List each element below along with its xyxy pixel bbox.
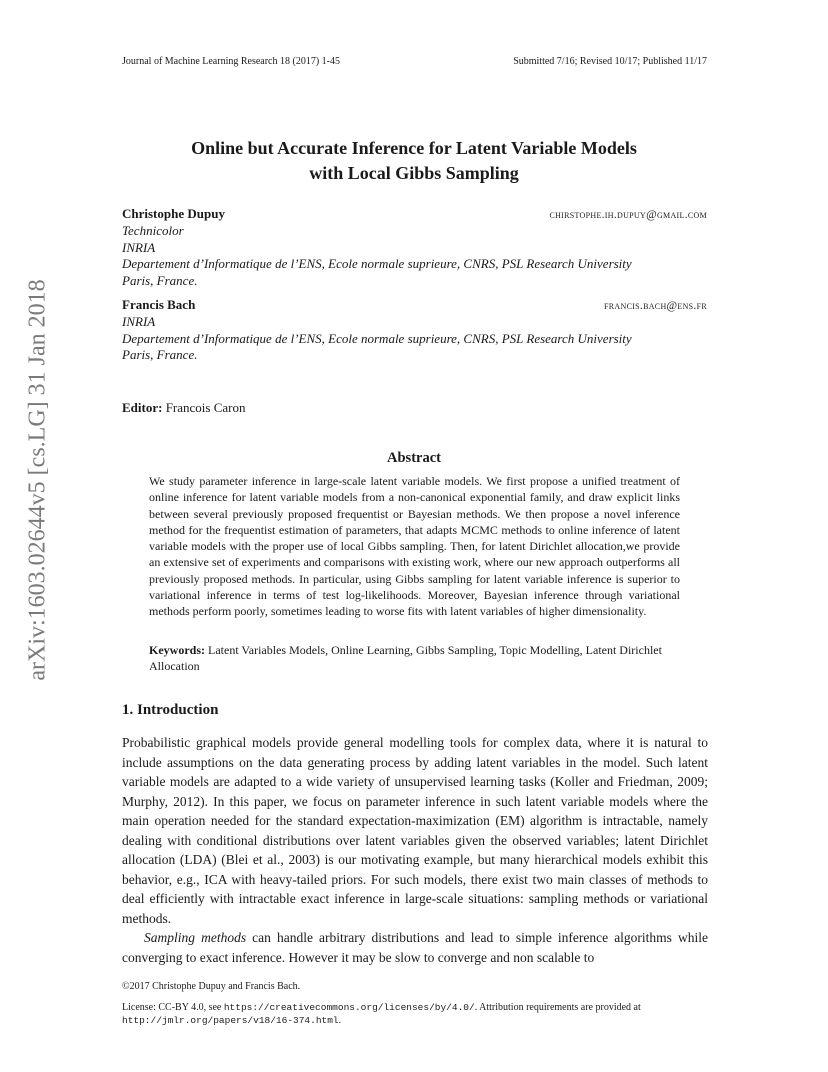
journal-header: Journal of Machine Learning Research 18 (2017) 1-45 (122, 56, 340, 67)
license-prefix: License: CC-BY 4.0, see (122, 1002, 224, 1013)
author-affiliation: INRIA (122, 239, 156, 255)
author-name: Christophe Dupuy (122, 206, 225, 221)
paragraph: Probabilistic graphical models provide general modelling tools for complex data, where it is natural to include assumptions on the data generating process by adding latent variables in the model. Such latent variable models are adapted to a wide variety of unsupervised learning tasks (Koller and Friedman, 2009; Murphy, 2012). In this paper, we focus on parameter inference in such latent variable models where the main operation needed for the standard expectation-maximization (EM) algorithm is intractable, namely dealing with conditional distributions over latent variables given the observed variables; latent Dirichlet allocation (LDA) (Blei et al., 2003) is our motivating example, but many hierarchical models exhibit this behavior, e.g., ICA with heavy-tailed priors. For such models, there exist two main classes of methods to deal efficiently with intractable exact inference in large-scale situations: sampling methods or variational methods. (122, 735, 708, 926)
abstract-heading: Abstract (387, 450, 441, 466)
author-email: francis.bach@ens.fr (604, 300, 707, 312)
title-line-1: Online but Accurate Inference for Latent Variable Models (191, 138, 637, 158)
title-line-2: with Local Gibbs Sampling (309, 163, 519, 183)
author-affiliation: Technicolor (122, 223, 184, 238)
submission-dates: Submitted 7/16; Revised 10/17; Published 11/17 (513, 56, 707, 67)
paper-title (0, 136, 828, 186)
paper-url-link[interactable]: http://jmlr.org/papers/v18/16-374.html (122, 1015, 339, 1026)
license-mid: . Attribution requirements are provided at (474, 1002, 641, 1013)
abstract-text: We study parameter inference in large-scale latent variable models. We first propose a unified treatment of online inference for latent variable models from a non-canonical exponential family, and draw explicit links between several previously proposed frequentist or Bayesian methods. We then propose a novel inference method for the frequentist estimation of parameters, that adapts MCMC methods to online inference of latent variable models with the proper use of local Gibbs sampling. Then, for latent Dirichlet allocation,we provide an extensive set of experiments and comparisons with existing work, where our new approach outperforms all previously proposed methods. In particular, using Gibbs sampling for latent variable inference is superior to variational inference in terms of test log-likelihoods. Moreover, Bayesian inference through variational methods perform poorly, sometimes leading to worse fits with latent variables of higher dimensionality. (149, 474, 680, 619)
author-affiliation: Departement d’Informatique de l’ENS, Ecole normale suprieure, CNRS, PSL Research University (122, 330, 632, 346)
emphasis: Sampling methods (144, 930, 247, 945)
author-affiliation: Paris, France. (122, 272, 198, 288)
license-url-link[interactable]: https://creativecommons.org/licenses/by/4.0/ (223, 1002, 475, 1013)
author-affiliation: Departement d’Informatique de l’ENS, Ecole normale suprieure, CNRS, PSL Research University (122, 256, 632, 271)
paragraph-text: can handle arbitrary distributions and lead to simple inference algorithms while converging to exact inference. However it may be slow to converge and non scalable to (122, 930, 708, 965)
section-body (122, 733, 708, 967)
section-heading: 1. Introduction (122, 702, 219, 718)
author-block-2 (122, 297, 707, 364)
editor-name: Francois Caron (165, 400, 246, 415)
author-name: Francis Bach (122, 297, 196, 312)
editor-label: Editor: (122, 400, 163, 415)
keywords (149, 642, 680, 675)
keywords-list: Latent Variables Models, Online Learning, Gibbs Sampling, Topic Modelling, Latent Dirichlet Allocation (149, 643, 662, 674)
author-block-1 (122, 206, 707, 289)
author-email: chirstophe.ih.dupuy@gmail.com (549, 209, 707, 221)
copyright: ©2017 Christophe Dupuy and Francis Bach. (122, 981, 301, 992)
author-affiliation: INRIA (122, 314, 156, 329)
license (122, 1001, 708, 1027)
paragraph (122, 928, 708, 967)
editor-line (122, 400, 246, 416)
keywords-label: Keywords: (149, 643, 205, 657)
arxiv-stamp: arXiv:1603.02644v5 [cs.LG] 31 Jan 2018 (24, 279, 51, 681)
author-affiliation: Paris, France. (122, 347, 198, 362)
license-end: . (338, 1015, 342, 1026)
